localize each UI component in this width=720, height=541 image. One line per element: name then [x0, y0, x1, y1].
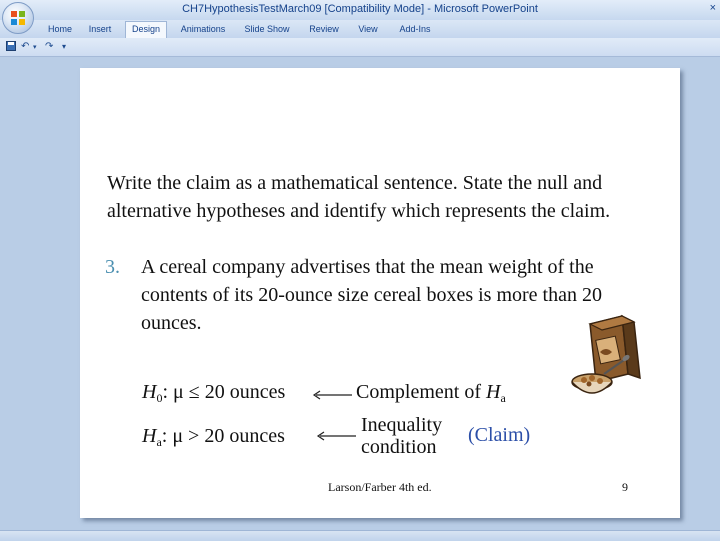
undo-icon[interactable]: ↶	[21, 41, 30, 52]
arrow-left-icon	[316, 431, 356, 441]
slide[interactable]	[80, 68, 680, 518]
ha-subscript: a	[156, 435, 162, 449]
ha-statement: : μ > 20 ounces	[161, 425, 285, 447]
h0-statement: : μ ≤ 20 ounces	[162, 381, 286, 403]
inequality-line-2: condition	[361, 436, 437, 458]
inequality-condition-label	[361, 414, 442, 458]
tab-slide-show[interactable]: Slide Show	[244, 24, 290, 34]
office-logo-icon	[11, 11, 25, 25]
tab-animations[interactable]: Animations	[180, 24, 226, 34]
tab-insert[interactable]: Insert	[88, 24, 112, 34]
tab-design[interactable]: Design	[125, 21, 167, 38]
list-item-number: 3.	[105, 256, 120, 278]
complement-subscript: a	[500, 391, 506, 405]
window-title: CH7HypothesisTestMarch09 [Compatibility Mode] - Microsoft PowerPoint	[182, 3, 538, 15]
complement-text: Complement of	[356, 381, 481, 403]
tab-view[interactable]: View	[358, 24, 378, 34]
null-hypothesis	[142, 380, 285, 410]
ribbon-tabs	[0, 20, 720, 38]
inequality-line-1: Inequality	[361, 414, 443, 436]
ha-symbol: H	[142, 425, 157, 447]
title-bar	[0, 0, 720, 21]
tab-review[interactable]: Review	[309, 24, 339, 34]
list-item-text: A cereal company advertises that the mean weight of the contents of its 20-ounce size cereal boxes is more than 20 ounces.	[141, 256, 602, 334]
office-button[interactable]	[2, 2, 34, 34]
complement-label	[356, 380, 506, 410]
tab-add-ins[interactable]: Add-Ins	[399, 24, 431, 34]
quick-access-toolbar	[0, 38, 720, 57]
slide-intro-text: Write the claim as a mathematical sentence. State the null and alternative hypotheses and identify which represents the claim.	[107, 172, 611, 222]
slide-footer: Larson/Farber 4th ed.	[328, 480, 432, 494]
save-icon[interactable]	[6, 41, 16, 54]
claim-label: (Claim)	[468, 424, 531, 446]
complement-symbol: H	[485, 381, 501, 403]
h0-subscript: 0	[156, 391, 163, 405]
tab-home[interactable]: Home	[47, 24, 72, 34]
slide-page-number: 9	[622, 480, 628, 494]
alternative-hypothesis	[142, 424, 285, 454]
redo-icon[interactable]: ↷	[45, 41, 54, 52]
h0-symbol: H	[142, 381, 157, 403]
undo-dropdown-icon[interactable]: ▾	[33, 44, 37, 51]
status-bar	[0, 530, 720, 541]
arrow-left-icon	[312, 390, 352, 400]
window-controls[interactable]: ×	[709, 2, 716, 14]
customize-qat-icon[interactable]: ▾	[62, 42, 67, 51]
cereal-box-clipart	[564, 308, 660, 404]
